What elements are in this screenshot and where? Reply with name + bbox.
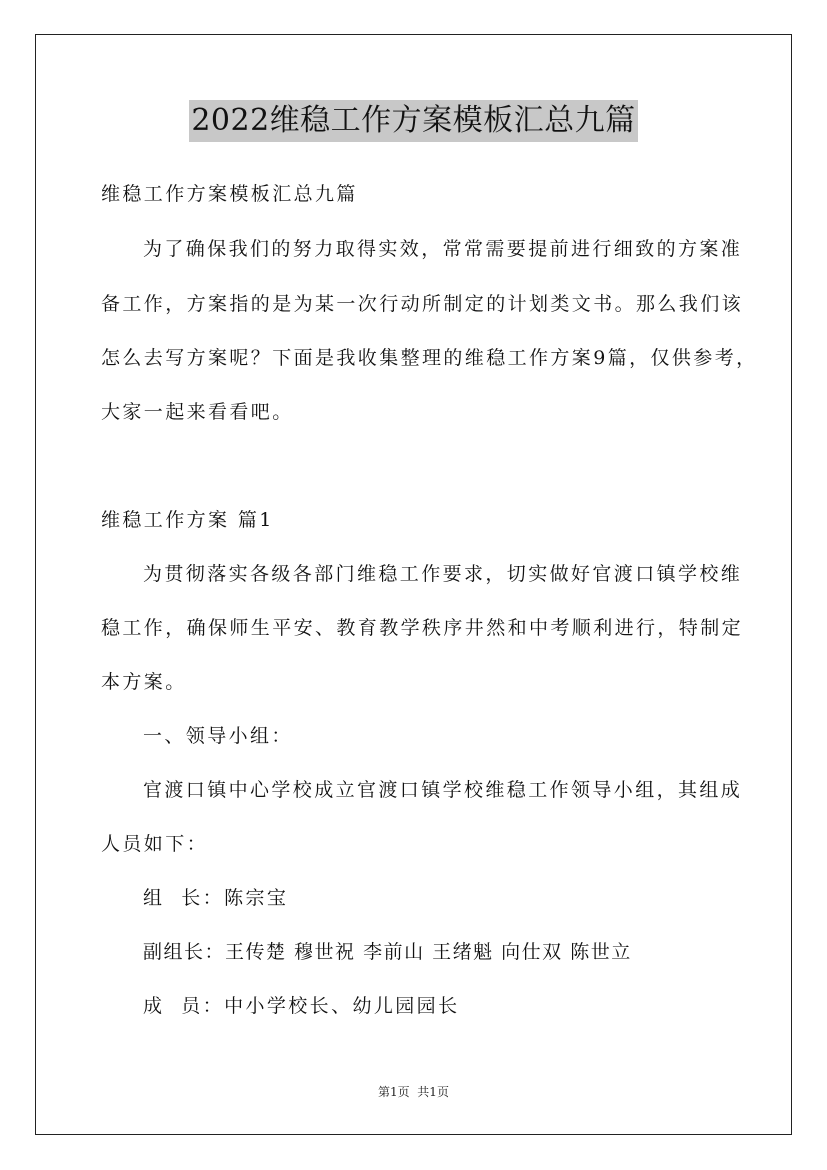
section-paragraph-line-2: 稳工作，确保师生平安、教育教学秩序井然和中考顺利进行，特制定 [101,617,744,639]
group-paragraph-line-2: 人员如下： [101,833,209,855]
document-subtitle: 维稳工作方案模板汇总九篇 [101,183,358,205]
intro-line-2: 备工作，方案指的是为某一次行动所制定的计划类文书。那么我们该 [101,293,744,315]
title-container [0,100,827,142]
members-line: 成 员：中小学校长、幼儿园园长 [143,995,460,1017]
deputy-line: 副组长：王传楚 穆世祝 李前山 王绪魁 向仕双 陈世立 [143,941,632,963]
item-heading: 一、领导小组： [143,725,293,747]
section-paragraph-line-3: 本方案。 [101,671,187,693]
intro-line-1: 为了确保我们的努力取得实效，常常需要提前进行细致的方案准 [143,238,743,260]
page-footer: 第1页 共1页 [378,1085,449,1099]
section-paragraph-line-1: 为贯彻落实各级各部门维稳工作要求，切实做好官渡口镇学校维 [143,563,743,585]
intro-line-3: 怎么去写方案呢？下面是我收集整理的维稳工作方案9篇，仅供参考， [101,347,758,369]
leader-line: 组 长：陈宗宝 [143,887,289,909]
document-title: 2022维稳工作方案模板汇总九篇 [189,100,637,142]
section-heading: 维稳工作方案 篇1 [101,509,274,531]
group-paragraph-line-1: 官渡口镇中心学校成立官渡口镇学校维稳工作领导小组，其组成 [143,779,743,801]
intro-line-4: 大家一起来看看吧。 [101,401,294,423]
